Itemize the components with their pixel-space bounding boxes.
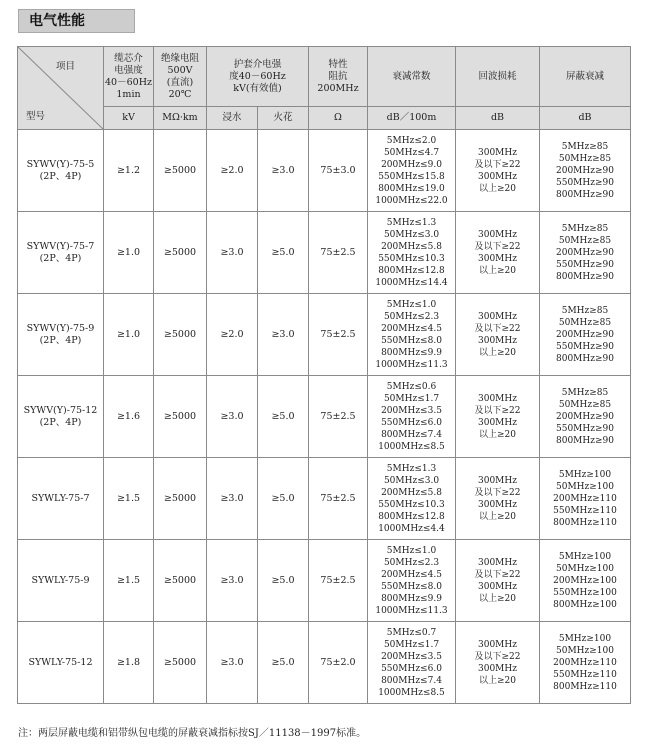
core-strength-cell: ≥1.6 xyxy=(104,376,154,458)
table-row xyxy=(18,294,631,376)
attenuation-value: 50MHz≤2.3 xyxy=(383,311,440,322)
attenuation-value: 800MHz≤7.4 xyxy=(381,675,442,686)
attenuation-cell xyxy=(368,458,456,540)
spark-cell: ≥5.0 xyxy=(258,212,309,294)
col-header-impedance: 特性 阻抗 200MHz xyxy=(309,47,368,107)
footnote: 注：两层屏蔽电缆和铝带纵包电缆的屏蔽衰减指标按SJ／11138－1997标准。 xyxy=(18,728,367,739)
impedance-cell: 75±2.5 xyxy=(309,212,368,294)
immersion-cell: ≥3.0 xyxy=(207,622,258,704)
spark-cell: ≥5.0 xyxy=(258,622,309,704)
attenuation-value: 800MHz≤12.8 xyxy=(378,511,445,522)
attenuation-cell xyxy=(368,130,456,212)
impedance-cell: 75±3.0 xyxy=(309,130,368,212)
table-row xyxy=(18,376,631,458)
attenuation-value: 200MHz≤5.8 xyxy=(381,241,442,252)
col-header-shielding: 屏蔽衰减 xyxy=(540,47,631,107)
shielding-cell: 5MHz≥100 50MHz≥100 200MHz≥110 550MHz≥110 800MHz≥110 xyxy=(540,458,631,540)
insulation-cell: ≥5000 xyxy=(154,622,207,704)
unit-cell: 浸水 xyxy=(207,107,258,130)
return-loss-cell: 300MHz 及以下≥22 300MHz 以上≥20 xyxy=(456,130,540,212)
attenuation-value: 5MHz≤0.7 xyxy=(386,627,437,638)
unit-row xyxy=(18,107,631,130)
attenuation-value: 550MHz≤10.3 xyxy=(378,499,445,510)
model-cell: SYWLY-75-12 xyxy=(18,622,104,704)
attenuation-cell xyxy=(368,622,456,704)
shielding-cell: 5MHz≥85 50MHz≥85 200MHz≥90 550MHz≥90 800MHz≥90 xyxy=(540,212,631,294)
attenuation-value: 1000MHz≤11.3 xyxy=(375,359,448,370)
spark-cell: ≥3.0 xyxy=(258,294,309,376)
insulation-cell: ≥5000 xyxy=(154,540,207,622)
attenuation-value: 550MHz≤8.0 xyxy=(381,581,442,592)
model-cell: SYWV(Y)-75-9 (2P、4P) xyxy=(18,294,104,376)
shielding-cell: 5MHz≥85 50MHz≥85 200MHz≥90 550MHz≥90 800MHz≥90 xyxy=(540,376,631,458)
table-row xyxy=(18,458,631,540)
table-row xyxy=(18,622,631,704)
impedance-cell: 75±2.5 xyxy=(309,458,368,540)
core-strength-cell: ≥1.8 xyxy=(104,622,154,704)
attenuation-value: 800MHz≤9.9 xyxy=(381,347,442,358)
attenuation-value: 200MHz≤5.8 xyxy=(381,487,442,498)
attenuation-value: 5MHz≤1.3 xyxy=(386,217,437,228)
attenuation-value: 200MHz≤3.5 xyxy=(381,405,442,416)
return-loss-cell: 300MHz 及以下≥22 300MHz 以上≥20 xyxy=(456,376,540,458)
table-row xyxy=(18,212,631,294)
insulation-cell: ≥5000 xyxy=(154,458,207,540)
col-header-return-loss: 回波损耗 xyxy=(456,47,540,107)
return-loss-cell: 300MHz 及以下≥22 300MHz 以上≥20 xyxy=(456,458,540,540)
immersion-cell: ≥2.0 xyxy=(207,294,258,376)
core-strength-cell: ≥1.5 xyxy=(104,458,154,540)
attenuation-value: 50MHz≤2.3 xyxy=(383,557,440,568)
insulation-cell: ≥5000 xyxy=(154,212,207,294)
insulation-cell: ≥5000 xyxy=(154,294,207,376)
attenuation-value: 550MHz≤10.3 xyxy=(378,253,445,264)
return-loss-cell: 300MHz 及以下≥22 300MHz 以上≥20 xyxy=(456,212,540,294)
attenuation-value: 200MHz≤9.0 xyxy=(381,159,442,170)
impedance-cell: 75±2.5 xyxy=(309,294,368,376)
attenuation-value: 200MHz≤4.5 xyxy=(381,323,442,334)
attenuation-value: 5MHz≤1.0 xyxy=(386,545,437,556)
unit-cell: MΩ·km xyxy=(154,107,207,130)
attenuation-value: 800MHz≤9.9 xyxy=(381,593,442,604)
attenuation-value: 800MHz≤12.8 xyxy=(378,265,445,276)
header-row xyxy=(18,47,631,107)
immersion-cell: ≥3.0 xyxy=(207,212,258,294)
return-loss-cell: 300MHz 及以下≥22 300MHz 以上≥20 xyxy=(456,540,540,622)
impedance-cell: 75±2.5 xyxy=(309,376,368,458)
electrical-performance-table xyxy=(17,46,631,704)
insulation-cell: ≥5000 xyxy=(154,376,207,458)
model-cell: SYWLY-75-7 xyxy=(18,458,104,540)
attenuation-value: 5MHz≤2.0 xyxy=(386,135,437,146)
col-header-core-strength: 缆芯介 电强度 40－60Hz 1min xyxy=(104,47,154,107)
attenuation-value: 5MHz≤0.6 xyxy=(386,381,437,392)
shielding-cell: 5MHz≥100 50MHz≥100 200MHz≥110 550MHz≥110 800MHz≥110 xyxy=(540,622,631,704)
shielding-cell: 5MHz≥85 50MHz≥85 200MHz≥90 550MHz≥90 800MHz≥90 xyxy=(540,294,631,376)
spark-cell: ≥5.0 xyxy=(258,376,309,458)
attenuation-value: 50MHz≤3.0 xyxy=(383,475,440,486)
immersion-cell: ≥2.0 xyxy=(207,130,258,212)
attenuation-value: 1000MHz≤4.4 xyxy=(378,523,445,534)
model-cell: SYWV(Y)-75-12 (2P、4P) xyxy=(18,376,104,458)
spark-cell: ≥3.0 xyxy=(258,130,309,212)
spark-cell: ≥5.0 xyxy=(258,540,309,622)
attenuation-value: 200MHz≤4.5 xyxy=(381,569,442,580)
attenuation-value: 1000MHz≤14.4 xyxy=(375,277,448,288)
shielding-cell: 5MHz≥85 50MHz≥85 200MHz≥90 550MHz≥90 800MHz≥90 xyxy=(540,130,631,212)
attenuation-value: 550MHz≤15.8 xyxy=(378,171,445,182)
attenuation-value: 50MHz≤3.0 xyxy=(383,229,440,240)
model-cell: SYWLY-75-9 xyxy=(18,540,104,622)
attenuation-value: 550MHz≤6.0 xyxy=(381,417,442,428)
col-header-sheath-strength: 护套介电强 度40－60Hz kV(有效值) xyxy=(207,47,309,107)
model-cell: SYWV(Y)-75-7 (2P、4P) xyxy=(18,212,104,294)
core-strength-cell: ≥1.2 xyxy=(104,130,154,212)
attenuation-value: 1000MHz≤11.3 xyxy=(375,605,448,616)
attenuation-value: 50MHz≤4.7 xyxy=(383,147,440,158)
attenuation-value: 5MHz≤1.3 xyxy=(386,463,437,474)
item-label: 项目 xyxy=(55,61,75,72)
col-header-insulation: 绝缘电阻 500V (直流) 20℃ xyxy=(154,47,207,107)
attenuation-cell xyxy=(368,212,456,294)
corner-header-cell xyxy=(18,47,104,130)
impedance-cell: 75±2.0 xyxy=(309,622,368,704)
attenuation-value: 200MHz≤3.5 xyxy=(381,651,442,662)
attenuation-value: 800MHz≤7.4 xyxy=(381,429,442,440)
attenuation-value: 550MHz≤8.0 xyxy=(381,335,442,346)
table-body xyxy=(18,130,631,704)
attenuation-value: 800MHz≤19.0 xyxy=(378,183,445,194)
attenuation-value: 1000MHz≤8.5 xyxy=(378,687,445,698)
section-title: 电气性能 xyxy=(18,9,135,33)
immersion-cell: ≥3.0 xyxy=(207,540,258,622)
attenuation-cell xyxy=(368,294,456,376)
return-loss-cell: 300MHz 及以下≥22 300MHz 以上≥20 xyxy=(456,294,540,376)
shielding-cell: 5MHz≥100 50MHz≥100 200MHz≥100 550MHz≥100 800MHz≥100 xyxy=(540,540,631,622)
unit-cell: Ω xyxy=(309,107,368,130)
attenuation-cell xyxy=(368,376,456,458)
attenuation-value: 1000MHz≤8.5 xyxy=(378,441,445,452)
unit-cell: 火花 xyxy=(258,107,309,130)
model-cell: SYWV(Y)-75-5 (2P、4P) xyxy=(18,130,104,212)
table-row xyxy=(18,540,631,622)
attenuation-value: 50MHz≤1.7 xyxy=(383,639,440,650)
spark-cell: ≥5.0 xyxy=(258,458,309,540)
attenuation-value: 50MHz≤1.7 xyxy=(383,393,440,404)
return-loss-cell: 300MHz 及以下≥22 300MHz 以上≥20 xyxy=(456,622,540,704)
attenuation-value: 5MHz≤1.0 xyxy=(386,299,437,310)
unit-cell: dB xyxy=(540,107,631,130)
insulation-cell: ≥5000 xyxy=(154,130,207,212)
attenuation-cell xyxy=(368,540,456,622)
attenuation-value: 1000MHz≤22.0 xyxy=(375,195,448,206)
core-strength-cell: ≥1.5 xyxy=(104,540,154,622)
core-strength-cell: ≥1.0 xyxy=(104,294,154,376)
col-header-attenuation: 衰减常数 xyxy=(368,47,456,107)
impedance-cell: 75±2.5 xyxy=(309,540,368,622)
unit-cell: dB／100m xyxy=(368,107,456,130)
table-row xyxy=(18,130,631,212)
attenuation-value: 550MHz≤6.0 xyxy=(381,663,442,674)
immersion-cell: ≥3.0 xyxy=(207,376,258,458)
unit-cell: dB xyxy=(456,107,540,130)
model-label: 型号 xyxy=(26,111,46,122)
core-strength-cell: ≥1.0 xyxy=(104,212,154,294)
unit-cell: kV xyxy=(104,107,154,130)
immersion-cell: ≥3.0 xyxy=(207,458,258,540)
